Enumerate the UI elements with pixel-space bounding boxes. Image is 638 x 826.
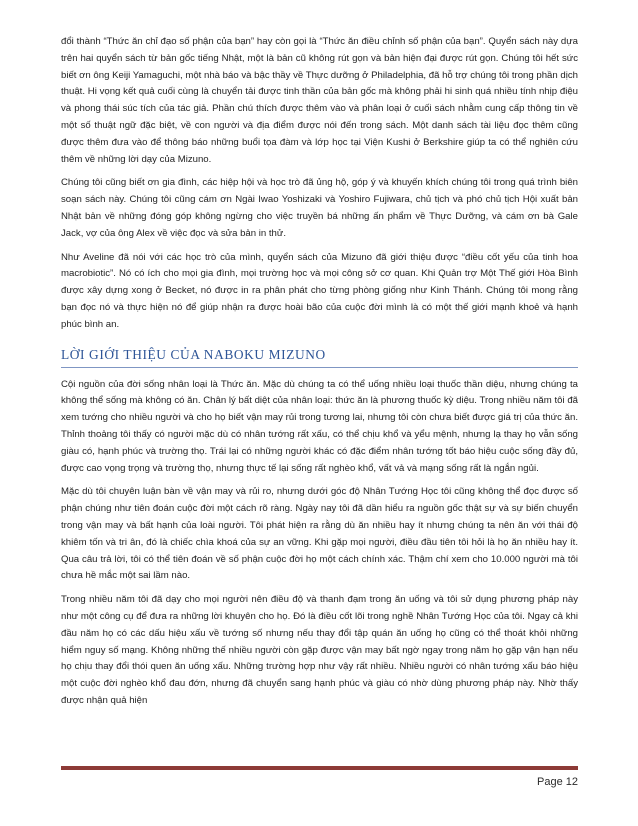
paragraph-food-origin: Cội nguồn của đời sống nhân loại là Thức ăn. Mặc dù chúng ta có thể uống nhiều loại thuốc thần diệu, nhưng chúng ta không thể sống mà không có ăn. Chân lý bất diệt của nhân loại: thức ăn là phương thuốc kỳ diệu. Trong nhiều năm tôi đã xem tướng cho nhiều người và cho họ biết vận may rủi trong tương lai, nhưng tôi còn chưa biết được giá trị của thức ăn. Thỉnh thoảng tôi thấy có người mặc dù có nhân tướng rất xấu, có thể chịu khổ và yểu mệnh, nhưng lạ thay họ vẫn sống giàu có, hạnh phúc và trường thọ. Trái lại có những người khác có đặc điểm nhân tướng tốt báo hiệu cuộc sống đầy đủ, được cao vọng trọng và trường thọ, nhưng thực tế lại sống rất nghèo khổ, vất vả và mạng sống rất là ngắn ngủi. (61, 378, 578, 474)
paragraph-fortune-reading: Mặc dù tôi chuyên luận bàn về vận may và rủi ro, nhưng dưới góc độ Nhân Tướng Học tôi cũng không thể đọc được số phận chúng như tiên đoán cuộc đời một cách rõ ràng. Ngày nay tôi đã dần hiểu ra nguồn gốc thật sự và sự biến chuyển trong vận may và bất hạnh của loài người. Tôi phát hiện ra rằng dù ăn nhiều hay ít nhưng chúng ta nên ăn với thái độ khiêm tốn và tri ân, đó là chiếc chìa khoá của sự an vững. Khi gặp mọi người, điều đầu tiên tôi hỏi là họ ăn nhiều hay ít. Qua câu trả lời, tôi có thể tiên đoán về số phận cuộc đời họ một cách chính xác. Thậm chí xem cho 10.000 người mà tôi chưa hề mắc một sai lầm nào. (61, 486, 578, 582)
paragraph-moderation-teaching: Trong nhiều năm tôi đã dạy cho mọi người nên điều độ và thanh đạm trong ăn uống và tôi sử dụng phương pháp này như một công cụ để đưa ra những lời khuyên cho họ. Đó là điều cốt lõi trong nghề Nhân Tướng Học của tôi. Ngay cả khi đầu năm họ có các dấu hiệu xấu về tướng số nhưng nếu thay đổi tập quán ăn uống họ cũng có thể thoát khỏi những hiểm nguy số mạng. Không những thế nhiều người còn gặp được vận may bất ngờ ngay trong năm họ gặp vận hạn nếu họ chịu thay đổi thói quen ăn uống xấu. Những trường hợp như vậy rất nhiều. Nhiều người có nhân tướng xấu báo hiệu một cuộc đời nghèo khổ đau đớn, nhưng đã chuyển sang hạnh phúc và giàu có nhờ dùng phương pháp này. Nhờ thấy được nhận quả hiện (61, 594, 578, 706)
section-heading: LỜI GIỚI THIỆU CỦA NABOKU MIZUNO (61, 346, 326, 362)
heading-underline (61, 367, 578, 368)
footer-divider (61, 766, 578, 770)
paragraph-aveline-quote: Như Aveline đã nói với các học trò của mình, quyển sách của Mizuno đã giới thiệu được “điều cốt yếu của tinh hoa macrobiotic”. Nó có ích cho mọi gia đình, mọi trường học và mọi công sở cơ quan. Khi Quản trợ Một Thế giới Hòa Bình được xây dựng xong ở Becket, nó được in ra phân phát cho từng phòng giống như Kinh Thánh. Chúng tôi mong rằng bạn đọc nó và thực hiện nó để giúp nhận ra được hoài bão của cuộc đời mình là có một thế giới mạnh khoẻ và hạnh phúc bình an. (61, 251, 578, 330)
page-number: Page 12 (537, 776, 578, 788)
paragraph-translation-notes: đổi thành “Thức ăn chỉ đạo số phận của bạn” hay còn gọi là “Thức ăn điều chỉnh số phận của bạn”. Quyển sách này dựa trên hai quyển sách từ bản gốc tiếng Nhật, một là bản cũ không rút gọn và bản hiện đại được rút gọn. Chúng tôi hết sức biết ơn ông Keiji Yamaguchi, một nhà báo và bậc thầy về Thực dưỡng ở Philadelphia, đã hỗ trợ chúng tôi trong phần dịch thuật. Hi vọng kết quả cuối cùng là chuyển tải được tinh thần của bản gốc mà không phải hi sinh quá nhiều tính nhịp điệu và phong thái súc tích của tác giả. Phần chú thích được thêm vào và phân loại ở cuối sách nhằm cung cấp thông tin về một số thuật ngữ đặc biệt, về con người và địa điểm được nói đến trong sách. Một danh sách tài liệu đọc thêm cũng được thêm đưa vào để thông báo những buổi tọa đàm và lớp học tại Viện Kushi ở Berkshire giúp ta có thể nghiên cứu thêm về những lời dạy của Mizuno. (61, 36, 578, 165)
paragraph-acknowledgements: Chúng tôi cũng biết ơn gia đình, các hiệp hội và học trò đã ủng hộ, góp ý và khuyến khích chúng tôi trong quá trình biên soạn sách này. Chúng tôi cũng cám ơn Ngài Iwao Yoshizaki và Yoshiro Fujiwara, chủ tịch và phó chủ tịch Hội xuất bản Nhật bản về những đóng góp không ngừng cho việc truyền bá những ấn phẩm về Thực Dưỡng, và cám ơn bà Gale Jack, vợ của ông Alex về việc đọc và sửa bản in thử. (61, 177, 578, 239)
page-content (61, 34, 578, 717)
